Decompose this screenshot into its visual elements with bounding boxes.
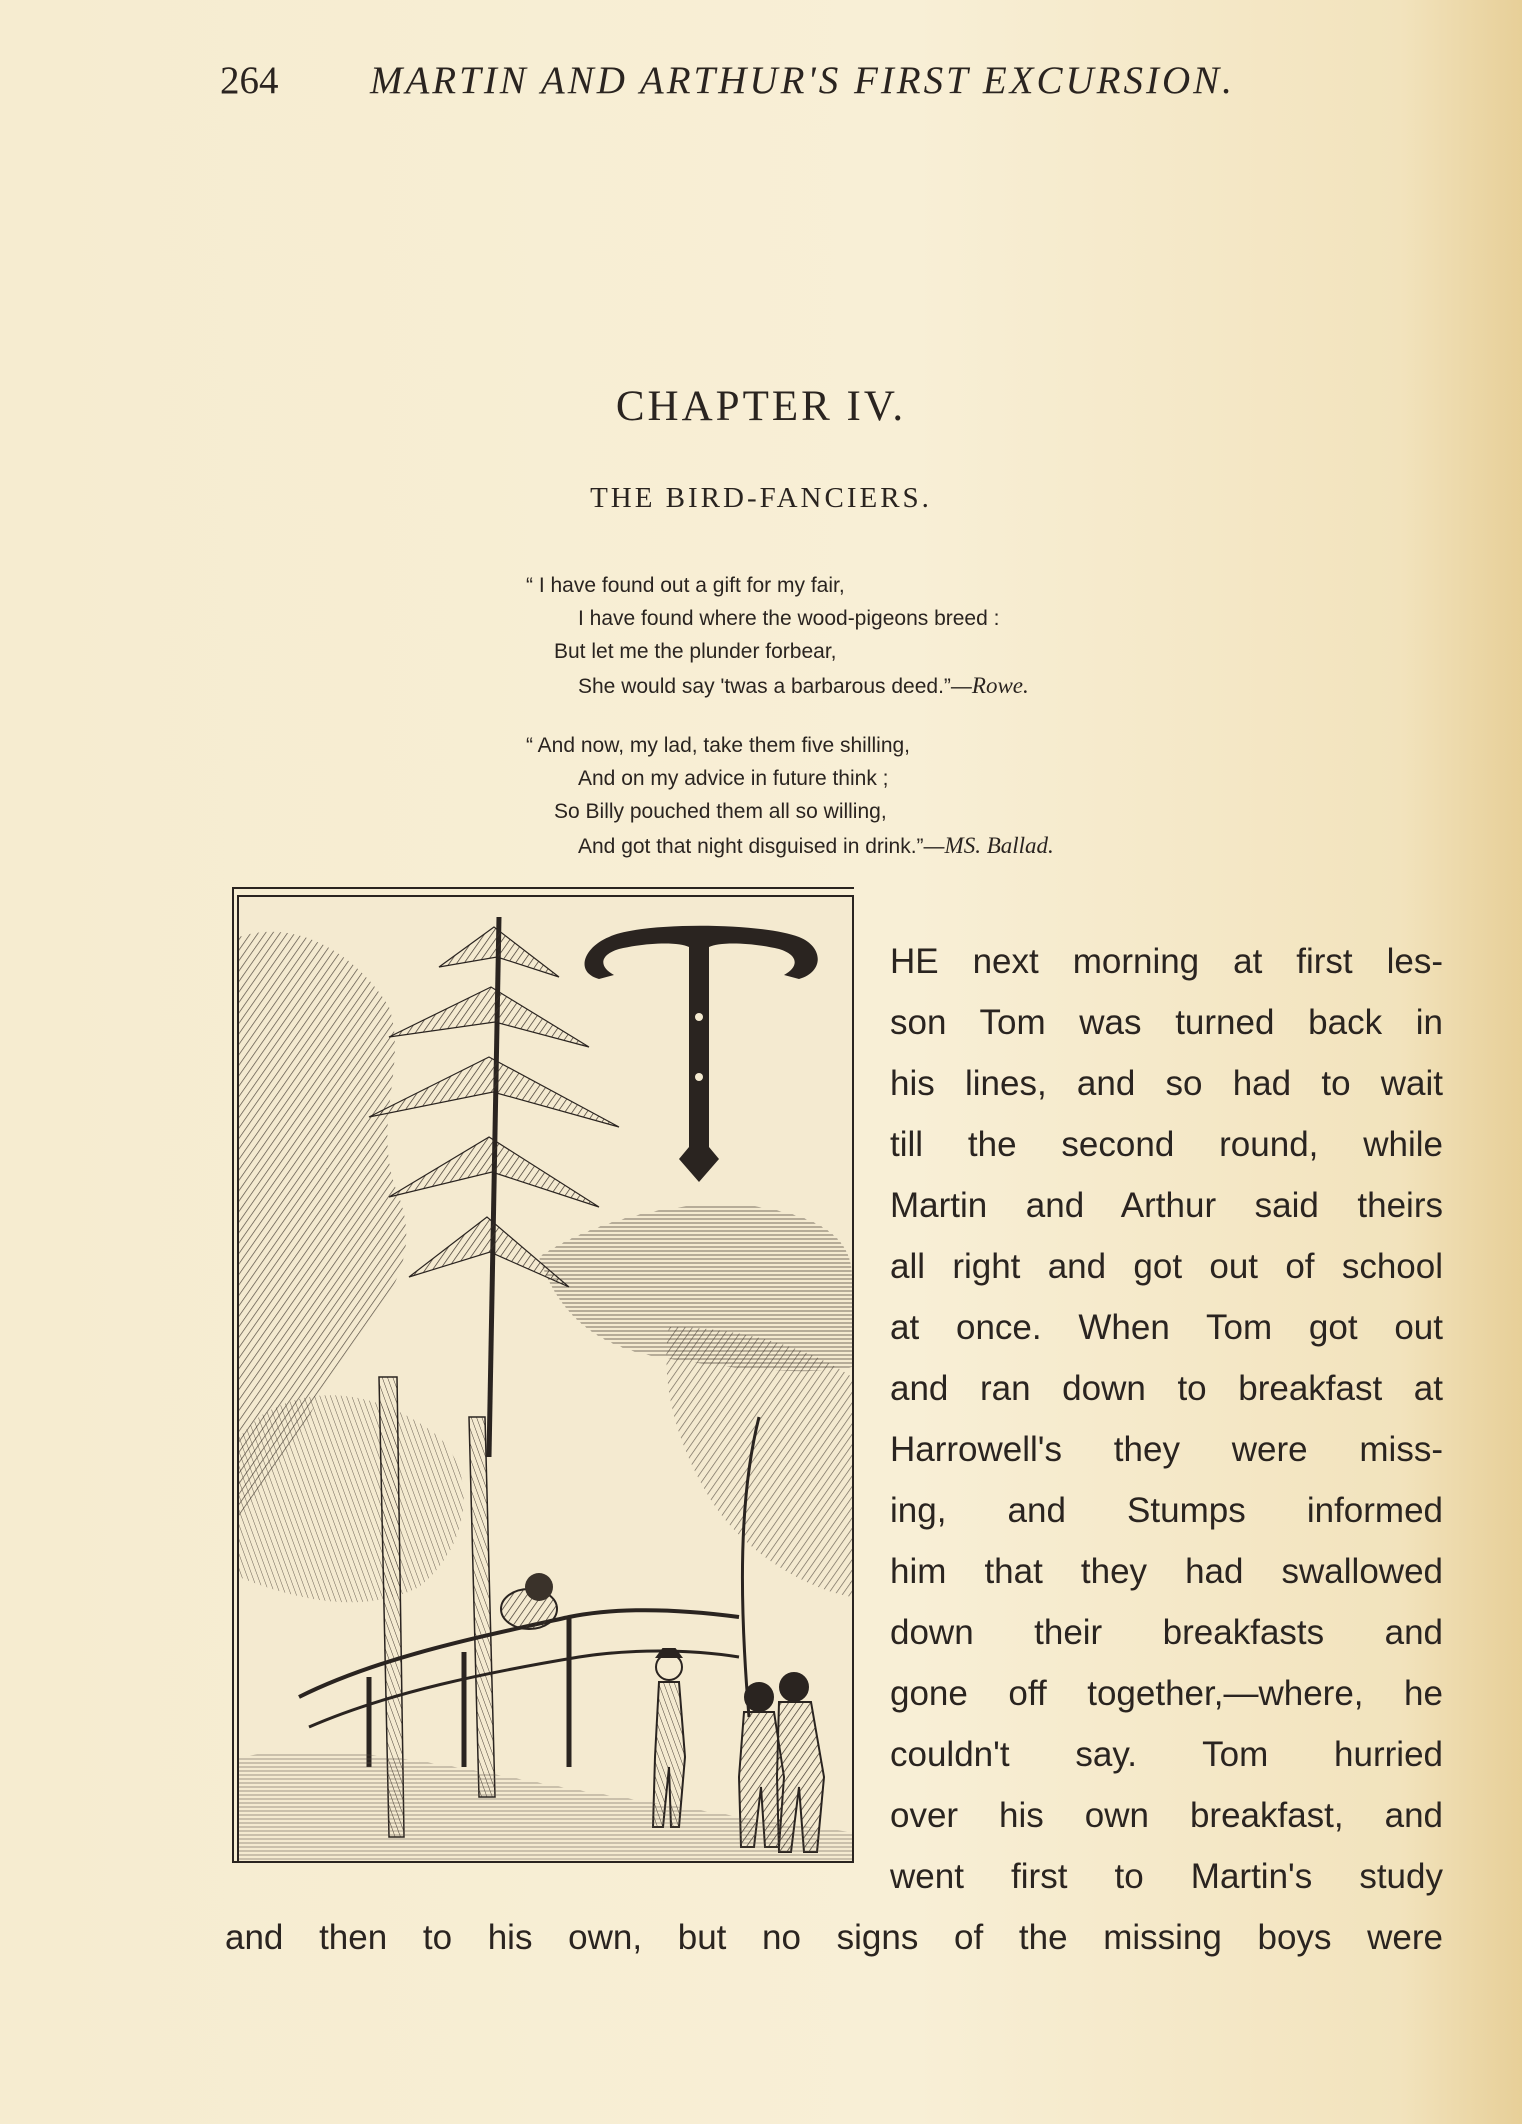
epigraph-attribution: Rowe. [971, 673, 1029, 698]
epigraph-line: And on my advice in future think ; [578, 767, 889, 790]
illustration-frame [237, 895, 854, 1863]
body-line: over his own breakfast, and [890, 1796, 1443, 1835]
running-head-title: MARTIN AND ARTHUR'S FIRST EXCURSION. [370, 59, 1235, 102]
epigraph-line: So Billy pouched them all so willing, [554, 800, 887, 823]
epigraph-line: “ And now, my lad, take them five shilling, [526, 734, 911, 757]
body-line: him that they had swallowed [890, 1552, 1443, 1591]
body-line: HE next morning at first les- [890, 942, 1443, 981]
body-line: son Tom was turned back in [890, 1003, 1443, 1042]
body-line: at once. When Tom got out [890, 1308, 1443, 1347]
woodland-scene-image [239, 897, 852, 1861]
running-head [220, 58, 1310, 108]
body-line: Martin and Arthur said theirs [890, 1186, 1443, 1225]
drop-cap-t [585, 926, 818, 1182]
epigraph-attribution: MS. Ballad. [944, 833, 1054, 858]
epigraph-line [578, 833, 1054, 859]
chapter-title: THE BIRD-FANCIERS. [590, 482, 932, 514]
body-line: went first to Martin's study [890, 1857, 1443, 1896]
body-line: all right and got out of school [890, 1247, 1443, 1286]
epigraph-line: “ I have found out a gift for my fair, [526, 574, 845, 597]
chapter-number: CHAPTER IV. [615, 383, 907, 430]
body-line: Harrowell's they were miss- [890, 1430, 1443, 1469]
body-line: his lines, and so had to wait [890, 1064, 1443, 1103]
body-line-full-width: and then to his own, but no signs of the missing boys were [225, 1918, 1443, 1957]
body-line: down their breakfasts and [890, 1613, 1443, 1652]
body-line: ing, and Stumps informed [890, 1491, 1443, 1530]
epigraph-line: But let me the plunder forbear, [554, 640, 837, 663]
body-line: till the second round, while [890, 1125, 1443, 1164]
epigraph-line-text: And got that night disguised in drink.”— [578, 835, 945, 858]
page-number: 264 [220, 59, 279, 102]
epigraph-line [578, 673, 1029, 699]
engraved-illustration [237, 895, 855, 1863]
body-line: gone off together,—where, he [890, 1674, 1443, 1713]
epigraph-line-text: She would say 'twas a barbarous deed.”— [578, 675, 972, 698]
epigraph-line: I have found where the wood-pigeons breed : [578, 607, 1000, 630]
body-line: couldn't say. Tom hurried [890, 1735, 1443, 1774]
body-line: and ran down to breakfast at [890, 1369, 1443, 1408]
